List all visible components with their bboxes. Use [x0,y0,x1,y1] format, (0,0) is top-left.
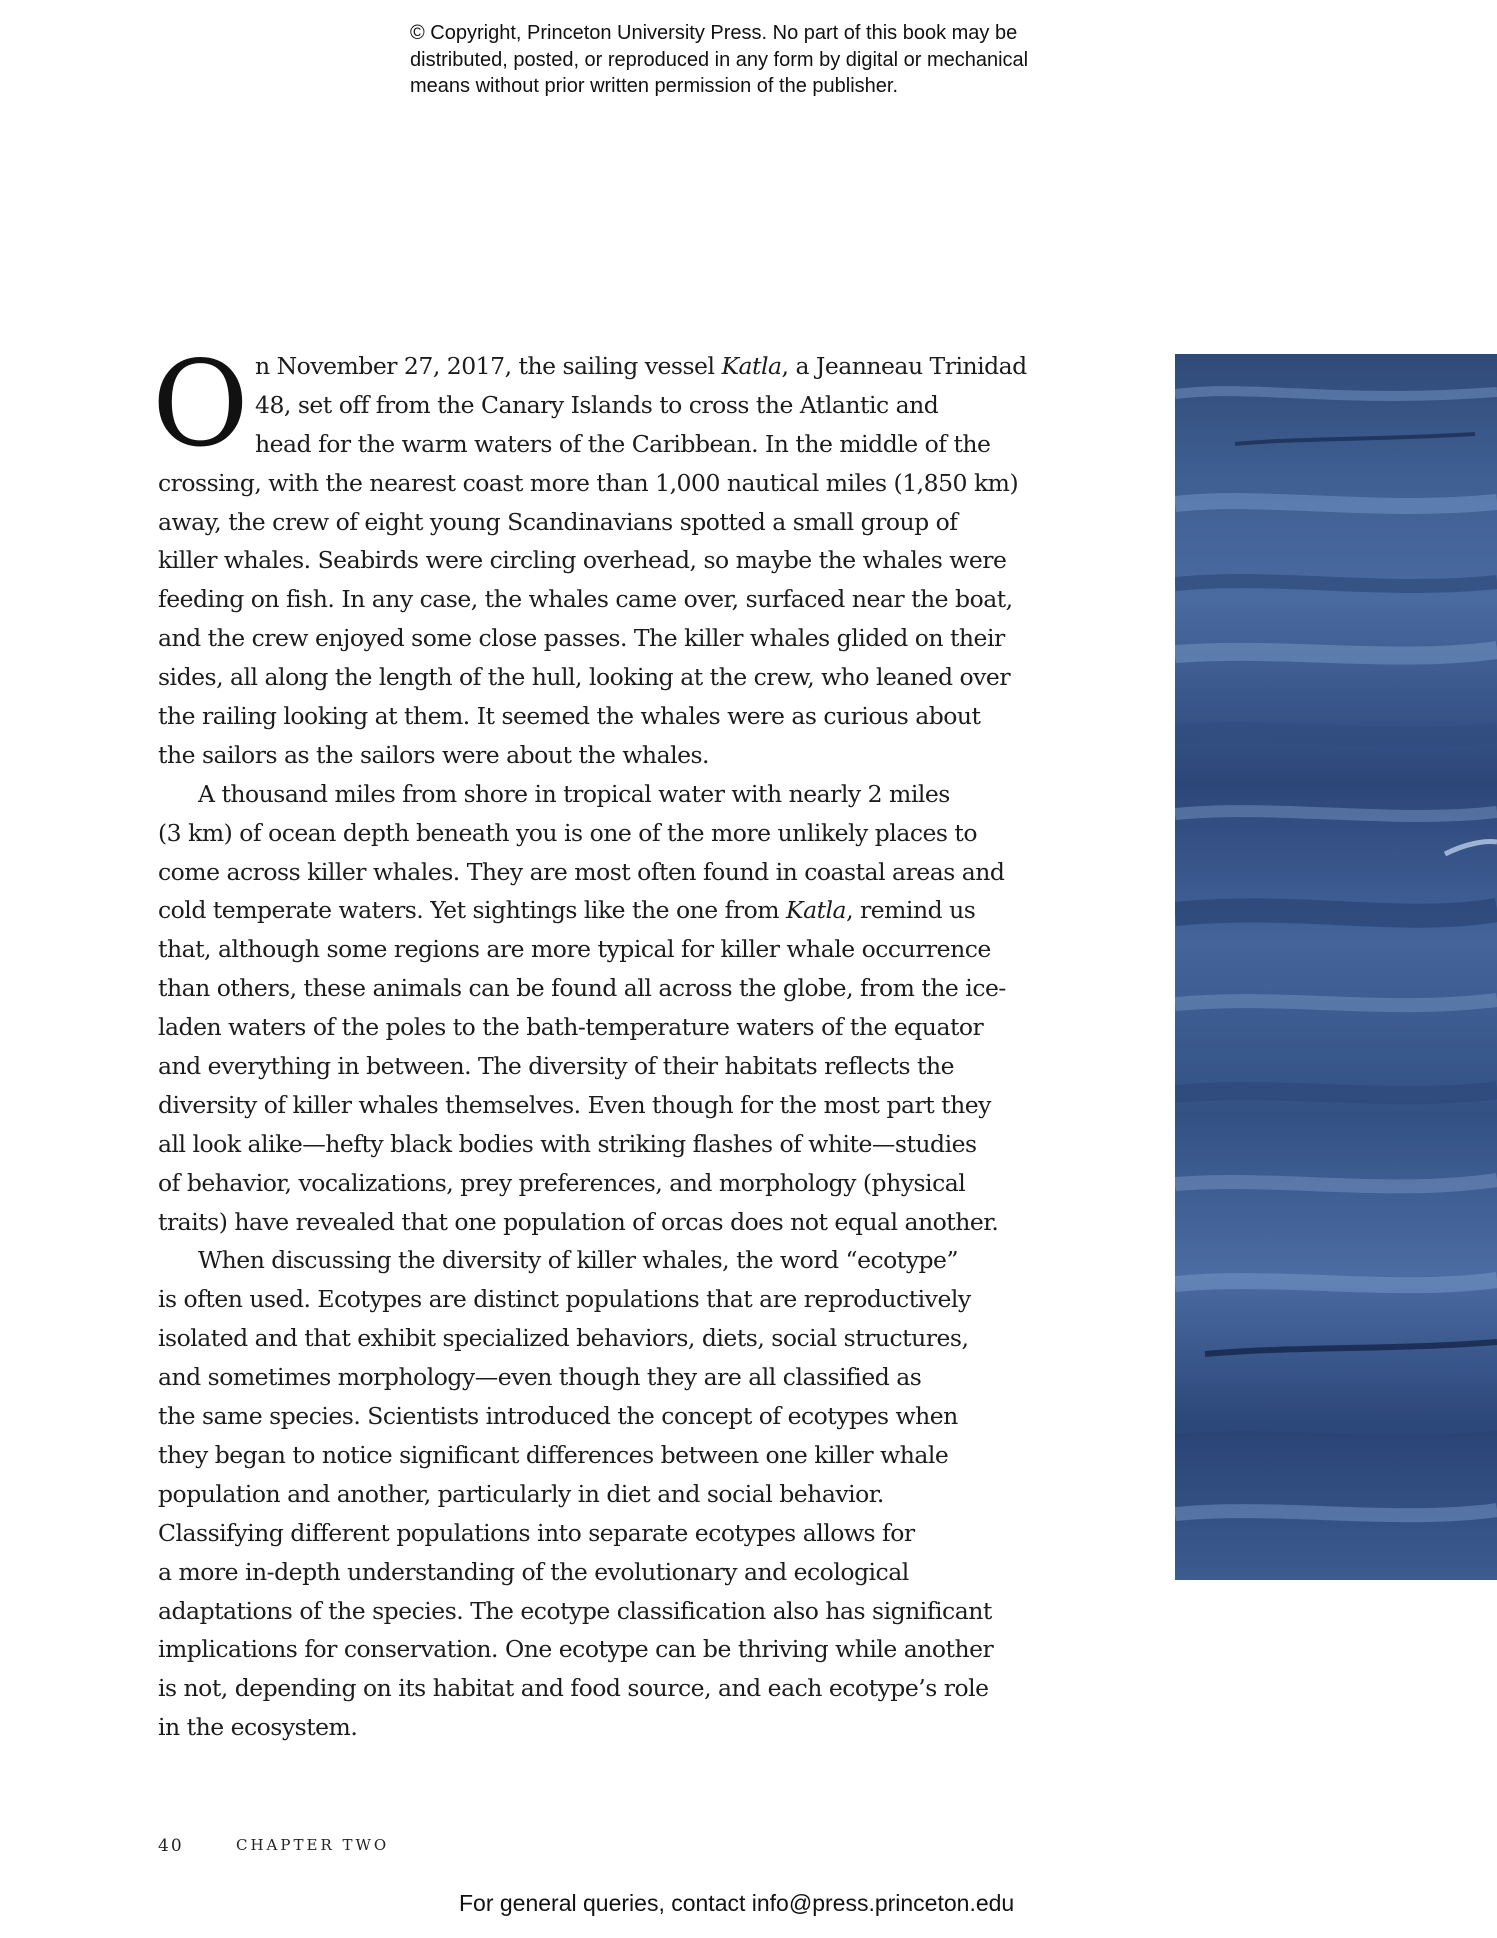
article-line [158,1708,1058,1747]
copyright-line: means without prior written permission of the publisher. [410,75,899,97]
article-line [158,503,1058,542]
text-run: A thousand miles from shore in tropical water with nearly 2 miles [198,779,950,808]
page-number: 40 [158,1836,184,1856]
copyright-line: © Copyright, Princeton University Press. No part of this book may be [410,22,1018,44]
text-run: is often used. Ecotypes are distinct populations that are reproductively [158,1285,971,1314]
article-line [158,580,1058,619]
article-line [158,1397,1058,1436]
contact-footer: For general queries, contact info@press.princeton.edu [459,1890,1015,1916]
text-run: all look alike—hefty black bodies with striking flashes of white—studies [158,1129,977,1158]
article-line [158,1475,1058,1514]
text-run: head for the warm waters of the Caribbean. In the middle of the [255,429,991,458]
text-run: Classifying different populations into separate ecotypes allows for [158,1518,915,1547]
text-run: diversity of killer whales themselves. Even though for the most part they [158,1090,991,1119]
text-run: than others, these animals can be found all across the globe, from the ice- [158,974,1006,1003]
text-run: of behavior, vocalizations, prey preferences, and morphology (physical [158,1168,966,1197]
article-line [158,619,1058,658]
article-body [158,347,1058,1747]
text-run: and sometimes morphology—even though they are all classified as [158,1363,922,1392]
article-line [158,1358,1058,1397]
article-line [158,658,1058,697]
copyright-line: distributed, posted, or reproduced in any form by digital or mechanical [410,48,1029,71]
text-run: population and another, particularly in diet and social behavior. [158,1479,884,1508]
article-line [158,775,1058,814]
article-line [158,347,1058,386]
text-run: the sailors as the sailors were about the whales. [158,740,710,769]
article-line [158,1047,1058,1086]
vessel-name: Katla [721,352,782,380]
article-line [158,697,1058,736]
text-run: , remind us [846,896,976,925]
article-line [158,930,1058,969]
article-line [158,1319,1058,1358]
article-line [158,1592,1058,1631]
article-line [158,541,1058,580]
article-line [158,814,1058,853]
text-run: isolated and that exhibit specialized behaviors, diets, social structures, [158,1324,969,1353]
text-run: and everything in between. The diversity of their habitats reflects the [158,1052,954,1081]
text-run: , a Jeanneau Trinidad [781,352,1027,380]
text-run: crossing, with the nearest coast more than 1,000 nautical miles (1,850 km) [158,468,1019,497]
text-run: (3 km) of ocean depth beneath you is one of the more unlikely places to [158,818,978,847]
text-run: sides, all along the length of the hull, looking at the crew, who leaned over [158,663,1011,692]
article-line [158,1203,1058,1242]
text-run: cold temperate waters. Yet sightings like the one from [158,896,787,925]
article-line [158,464,1058,503]
text-run: is not, depending on its habitat and food source, and each ecotype’s role [158,1674,989,1703]
text-run: 48, set off from the Canary Islands to cross the Atlantic and [255,390,939,419]
running-head: CHAPTER TWO [236,1836,390,1854]
text-run: a more in-depth understanding of the evolutionary and ecological [158,1557,909,1586]
article-line [158,1553,1058,1592]
text-run: traits) have revealed that one population of orcas does not equal another. [158,1207,999,1236]
text-run: laden waters of the poles to the bath-temperature waters of the equator [158,1013,984,1042]
ocean-photo [1175,354,1497,1580]
article-line [158,1241,1058,1280]
copyright-notice [410,20,1110,100]
article-line [158,1125,1058,1164]
text-run: adaptations of the species. The ecotype classification also has significant [158,1596,992,1625]
article-line [158,1669,1058,1708]
article-line [158,736,1058,775]
article-line [158,1280,1058,1319]
article-line [158,1436,1058,1475]
text-run: When discussing the diversity of killer whales, the word “ecotype” [198,1246,958,1275]
vessel-name: Katla [786,896,847,925]
text-run: killer whales. Seabirds were circling overhead, so maybe the whales were [158,546,1007,575]
drop-cap: O [152,335,249,473]
article-line [158,1008,1058,1047]
text-run: the railing looking at them. It seemed the whales were as curious about [158,702,981,731]
article-line [158,891,1058,930]
article-line [158,1086,1058,1125]
article-line [158,1164,1058,1203]
text-run: the same species. Scientists introduced the concept of ecotypes when [158,1402,958,1431]
article-line [158,853,1058,892]
article-line [158,386,1058,425]
article-line [158,1630,1058,1669]
text-run: that, although some regions are more typical for killer whale occurrence [158,935,991,964]
article-line [158,1514,1058,1553]
text-run: n November 27, 2017, the sailing vessel [255,352,722,380]
water-ripples [1175,354,1497,1580]
text-run: away, the crew of eight young Scandinavians spotted a small group of [158,507,958,536]
text-run: feeding on fish. In any case, the whales came over, surfaced near the boat, [158,585,1013,614]
text-run: in the ecosystem. [158,1713,358,1742]
text-run: implications for conservation. One ecotype can be thriving while another [158,1635,994,1664]
article-line [158,969,1058,1008]
text-run: and the crew enjoyed some close passes. The killer whales glided on their [158,624,1005,653]
text-run: they began to notice significant differences between one killer whale [158,1440,949,1469]
text-run: come across killer whales. They are most often found in coastal areas and [158,857,1005,886]
article-line [158,425,1058,464]
